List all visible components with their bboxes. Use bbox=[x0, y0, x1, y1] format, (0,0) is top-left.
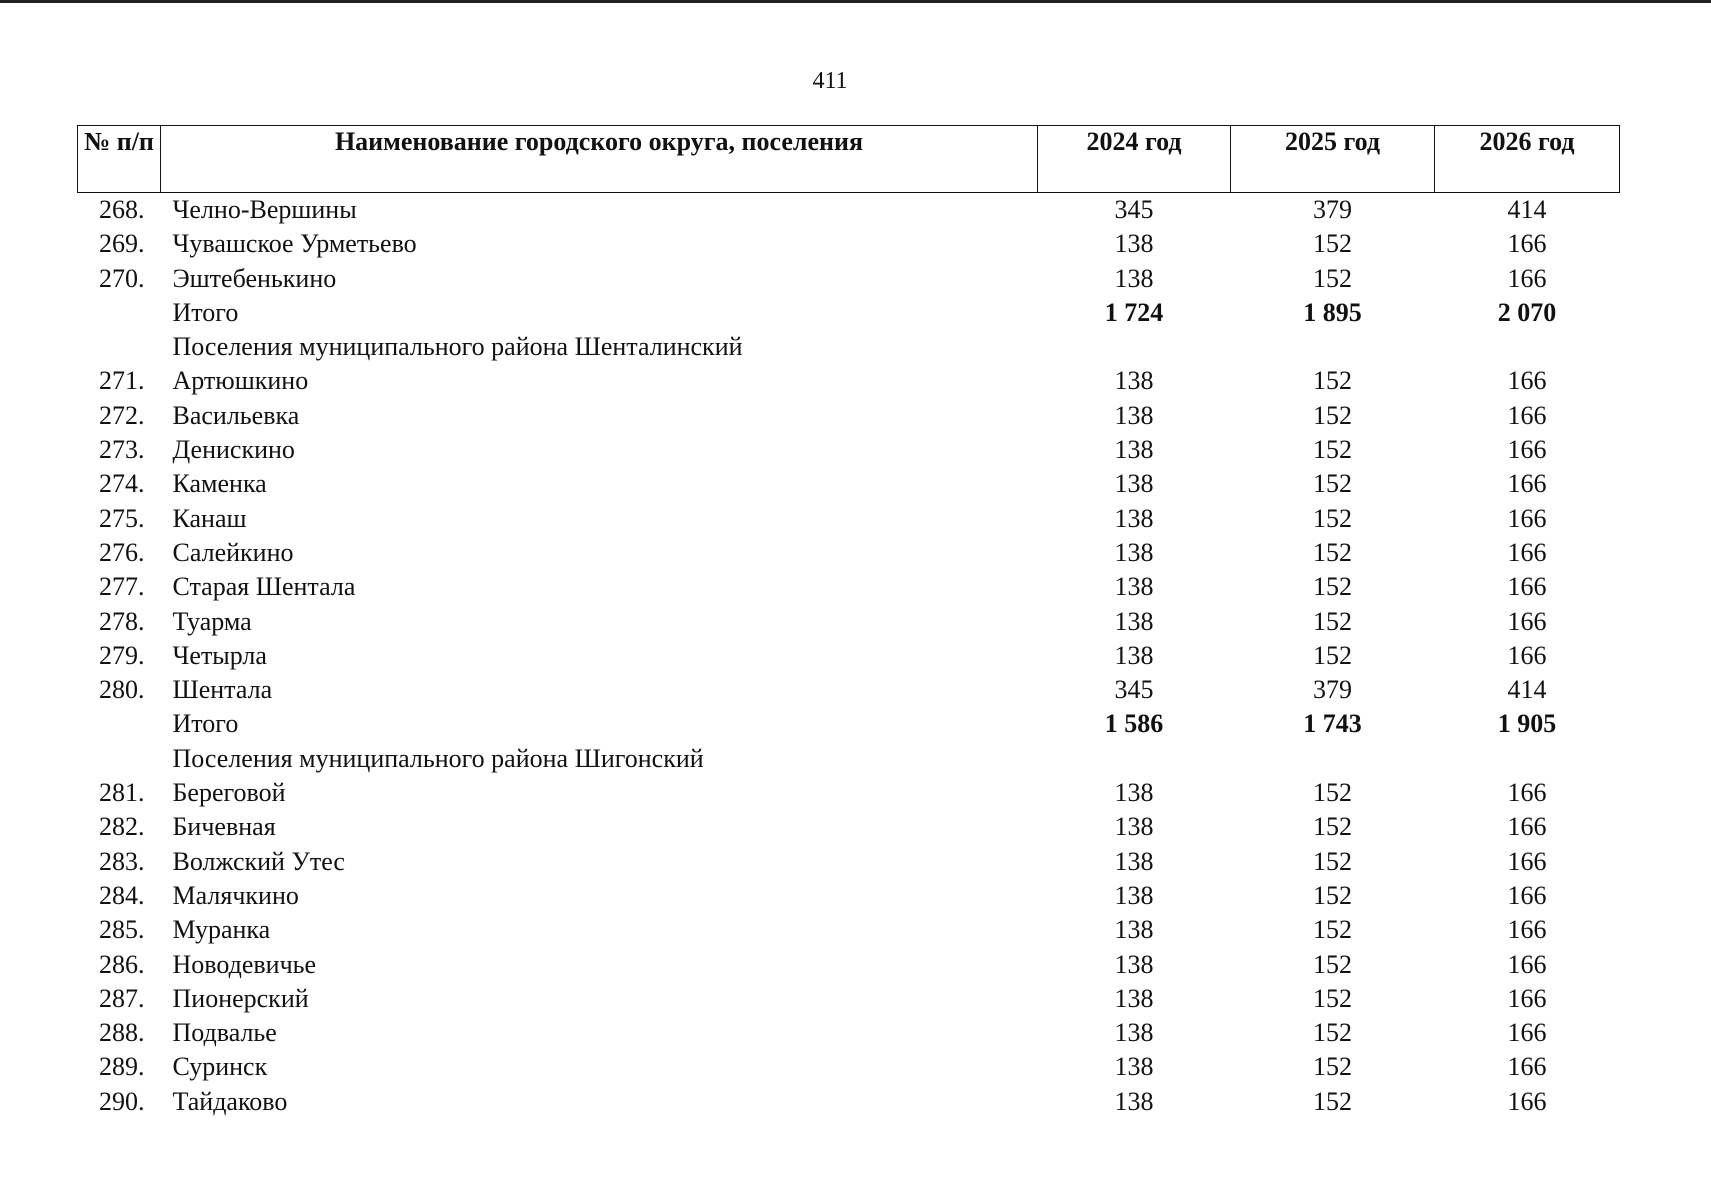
section-heading: Поселения муниципального района Шенталинский bbox=[172, 332, 743, 362]
row-number: 288. bbox=[99, 1018, 145, 1048]
value-2024: 138 bbox=[1114, 229, 1154, 259]
row-number: 287. bbox=[99, 983, 145, 1013]
header-number: № п/п bbox=[78, 126, 161, 193]
value-2026: 414 bbox=[1507, 675, 1547, 705]
row-number: 273. bbox=[99, 435, 145, 465]
table-row bbox=[78, 913, 1620, 947]
table-row bbox=[78, 536, 1620, 570]
header-2024: 2024 год bbox=[1038, 126, 1231, 193]
settlement-name: Подвалье bbox=[172, 1018, 277, 1048]
row-number: 286. bbox=[99, 949, 145, 979]
value-2026: 166 bbox=[1507, 435, 1547, 465]
settlement-name: Васильевка bbox=[172, 400, 300, 430]
row-number bbox=[78, 707, 161, 741]
value-2025: 152 bbox=[1313, 572, 1352, 602]
section-heading-row bbox=[78, 330, 1620, 364]
row-number: 277. bbox=[99, 572, 145, 602]
table-row bbox=[78, 810, 1620, 844]
value-2024: 138 bbox=[1114, 400, 1154, 430]
value-2025: 152 bbox=[1313, 366, 1352, 396]
value-2026: 166 bbox=[1507, 1018, 1547, 1048]
settlement-name: Салейкино bbox=[172, 537, 294, 567]
page-number: 411 bbox=[812, 68, 848, 94]
settlement-name: Муранка bbox=[172, 915, 271, 945]
value-2025: 152 bbox=[1313, 229, 1352, 259]
allocation-table bbox=[77, 125, 1620, 1119]
value-2024: 138 bbox=[1114, 1052, 1154, 1082]
row-number: 269. bbox=[99, 229, 145, 259]
value-2025: 379 bbox=[1313, 195, 1352, 224]
value-2026: 166 bbox=[1507, 503, 1547, 533]
value-2024: 138 bbox=[1114, 640, 1154, 670]
row-number: 281. bbox=[99, 778, 145, 808]
value-2024: 138 bbox=[1114, 606, 1154, 636]
value-2026: 166 bbox=[1507, 1086, 1547, 1116]
table-body bbox=[78, 193, 1620, 1120]
row-number: 272. bbox=[99, 400, 145, 430]
table-row bbox=[78, 639, 1620, 673]
value-2026: 166 bbox=[1507, 469, 1547, 499]
value-2025: 379 bbox=[1313, 675, 1352, 705]
row-number: 276. bbox=[99, 537, 145, 567]
settlement-name: Шентала bbox=[172, 675, 273, 705]
value-2025: 152 bbox=[1313, 469, 1352, 499]
value-2026: 166 bbox=[1507, 915, 1547, 945]
row-number: 271. bbox=[99, 366, 145, 396]
row-number: 290. bbox=[99, 1086, 145, 1116]
value-2025: 152 bbox=[1313, 1018, 1352, 1048]
value-2025: 152 bbox=[1313, 640, 1352, 670]
settlement-name: Туарма bbox=[172, 606, 252, 636]
settlement-name: Малячкино bbox=[172, 880, 299, 910]
value-2026: 166 bbox=[1507, 949, 1547, 979]
value-2026: 166 bbox=[1507, 1052, 1547, 1082]
value-2026: 166 bbox=[1507, 812, 1547, 842]
row-number bbox=[78, 742, 161, 776]
row-number bbox=[78, 330, 161, 364]
value-2025: 1 895 bbox=[1303, 297, 1362, 327]
value-2024: 138 bbox=[1114, 572, 1154, 602]
value-2026: 166 bbox=[1507, 263, 1547, 293]
value-2026: 414 bbox=[1507, 195, 1547, 224]
settlement-name: Челно-Вершины bbox=[172, 195, 357, 224]
value-2026: 166 bbox=[1507, 366, 1547, 396]
row-number: 270. bbox=[99, 263, 145, 293]
total-label: Итого bbox=[172, 709, 239, 739]
total-row bbox=[78, 707, 1620, 741]
value-2024: 138 bbox=[1114, 880, 1154, 910]
table-row bbox=[78, 1085, 1620, 1119]
settlement-name: Артюшкино bbox=[172, 366, 309, 396]
row-number: 279. bbox=[99, 640, 145, 670]
value-2026: 166 bbox=[1507, 846, 1547, 876]
value-2026: 166 bbox=[1507, 229, 1547, 259]
table-row bbox=[78, 502, 1620, 536]
row-number: 283. bbox=[99, 846, 145, 876]
value-2025: 152 bbox=[1313, 503, 1352, 533]
value-2024: 138 bbox=[1114, 949, 1154, 979]
top-rule bbox=[0, 0, 1711, 3]
row-number: 278. bbox=[99, 606, 145, 636]
row-number: 289. bbox=[99, 1052, 145, 1082]
value-2025: 152 bbox=[1313, 1052, 1352, 1082]
value-2024: 138 bbox=[1114, 983, 1154, 1013]
total-row bbox=[78, 296, 1620, 330]
section-heading: Поселения муниципального района Шигонский bbox=[172, 743, 704, 773]
value-2025: 152 bbox=[1313, 435, 1352, 465]
settlement-name: Денискино bbox=[172, 435, 295, 465]
settlement-name: Каменка bbox=[172, 469, 267, 499]
settlement-name: Бичевная bbox=[172, 812, 276, 842]
table-row bbox=[78, 262, 1620, 296]
table-row bbox=[78, 845, 1620, 879]
settlement-name: Чувашское Урметьево bbox=[172, 229, 417, 259]
value-2026: 166 bbox=[1507, 880, 1547, 910]
value-2025: 152 bbox=[1313, 606, 1352, 636]
value-2025: 152 bbox=[1313, 400, 1352, 430]
value-2024: 138 bbox=[1114, 1086, 1154, 1116]
allocation-table-container bbox=[77, 125, 1619, 1119]
table-row bbox=[78, 879, 1620, 913]
table-row bbox=[78, 467, 1620, 501]
settlement-name: Старая Шентала bbox=[172, 572, 356, 602]
table-row bbox=[78, 1050, 1620, 1084]
value-2024: 345 bbox=[1114, 195, 1154, 224]
section-heading-row bbox=[78, 742, 1620, 776]
settlement-name: Суринск bbox=[172, 1052, 268, 1082]
settlement-name: Новодевичье bbox=[172, 949, 317, 979]
table-header bbox=[78, 126, 1620, 193]
row-number bbox=[78, 296, 161, 330]
table-row bbox=[78, 948, 1620, 982]
table-row bbox=[78, 399, 1620, 433]
row-number: 274. bbox=[99, 469, 145, 499]
value-2024: 138 bbox=[1114, 1018, 1154, 1048]
value-2025: 152 bbox=[1313, 263, 1352, 293]
value-2026: 166 bbox=[1507, 778, 1547, 808]
total-label: Итого bbox=[172, 297, 239, 327]
value-2026: 166 bbox=[1507, 572, 1547, 602]
table-row bbox=[78, 227, 1620, 261]
table-row bbox=[78, 605, 1620, 639]
row-number: 280. bbox=[99, 675, 145, 705]
value-2025: 152 bbox=[1313, 778, 1352, 808]
header-2025: 2025 год bbox=[1231, 126, 1435, 193]
value-2024: 138 bbox=[1114, 537, 1154, 567]
value-2024: 1 586 bbox=[1104, 709, 1164, 739]
settlement-name: Волжский Утес bbox=[172, 846, 345, 876]
value-2026: 1 905 bbox=[1497, 709, 1557, 739]
row-number: 268. bbox=[99, 195, 145, 224]
value-2024: 138 bbox=[1114, 778, 1154, 808]
value-2024: 138 bbox=[1114, 435, 1154, 465]
value-2025: 152 bbox=[1313, 915, 1352, 945]
settlement-name: Пионерский bbox=[172, 983, 309, 1013]
value-2024: 138 bbox=[1114, 846, 1154, 876]
value-2026: 166 bbox=[1507, 640, 1547, 670]
header-name: Наименование городского округа, поселения bbox=[161, 126, 1038, 193]
value-2026: 166 bbox=[1507, 537, 1547, 567]
value-2025: 152 bbox=[1313, 949, 1352, 979]
value-2026: 2 070 bbox=[1497, 297, 1557, 327]
value-2024: 138 bbox=[1114, 366, 1154, 396]
row-number: 284. bbox=[99, 880, 145, 910]
settlement-name: Четырла bbox=[172, 640, 267, 670]
table-row bbox=[78, 673, 1620, 707]
row-number: 282. bbox=[99, 812, 145, 842]
value-2025: 152 bbox=[1313, 983, 1352, 1013]
table-row bbox=[78, 570, 1620, 604]
header-row bbox=[78, 126, 1620, 193]
value-2024: 138 bbox=[1114, 263, 1154, 293]
table-row bbox=[78, 776, 1620, 810]
value-2025: 1 743 bbox=[1303, 709, 1362, 739]
value-2024: 138 bbox=[1114, 915, 1154, 945]
settlement-name: Канаш bbox=[172, 503, 247, 533]
row-number: 275. bbox=[99, 503, 145, 533]
table-row bbox=[78, 1016, 1620, 1050]
settlement-name: Эштебенькино bbox=[172, 263, 337, 293]
table-row bbox=[78, 193, 1620, 228]
value-2024: 138 bbox=[1114, 503, 1154, 533]
value-2025: 152 bbox=[1313, 880, 1352, 910]
value-2026: 166 bbox=[1507, 983, 1547, 1013]
value-2024: 345 bbox=[1114, 675, 1154, 705]
value-2025: 152 bbox=[1313, 846, 1352, 876]
header-2026: 2026 год bbox=[1435, 126, 1620, 193]
value-2026: 166 bbox=[1507, 400, 1547, 430]
value-2025: 152 bbox=[1313, 537, 1352, 567]
value-2024: 1 724 bbox=[1104, 297, 1164, 327]
value-2026: 166 bbox=[1507, 606, 1547, 636]
settlement-name: Береговой bbox=[172, 778, 286, 808]
value-2024: 138 bbox=[1114, 812, 1154, 842]
table-row bbox=[78, 982, 1620, 1016]
value-2025: 152 bbox=[1313, 812, 1352, 842]
value-2024: 138 bbox=[1114, 469, 1154, 499]
settlement-name: Тайдаково bbox=[172, 1086, 288, 1116]
value-2025: 152 bbox=[1313, 1086, 1352, 1116]
table-row bbox=[78, 433, 1620, 467]
table-row bbox=[78, 364, 1620, 398]
row-number: 285. bbox=[99, 915, 145, 945]
